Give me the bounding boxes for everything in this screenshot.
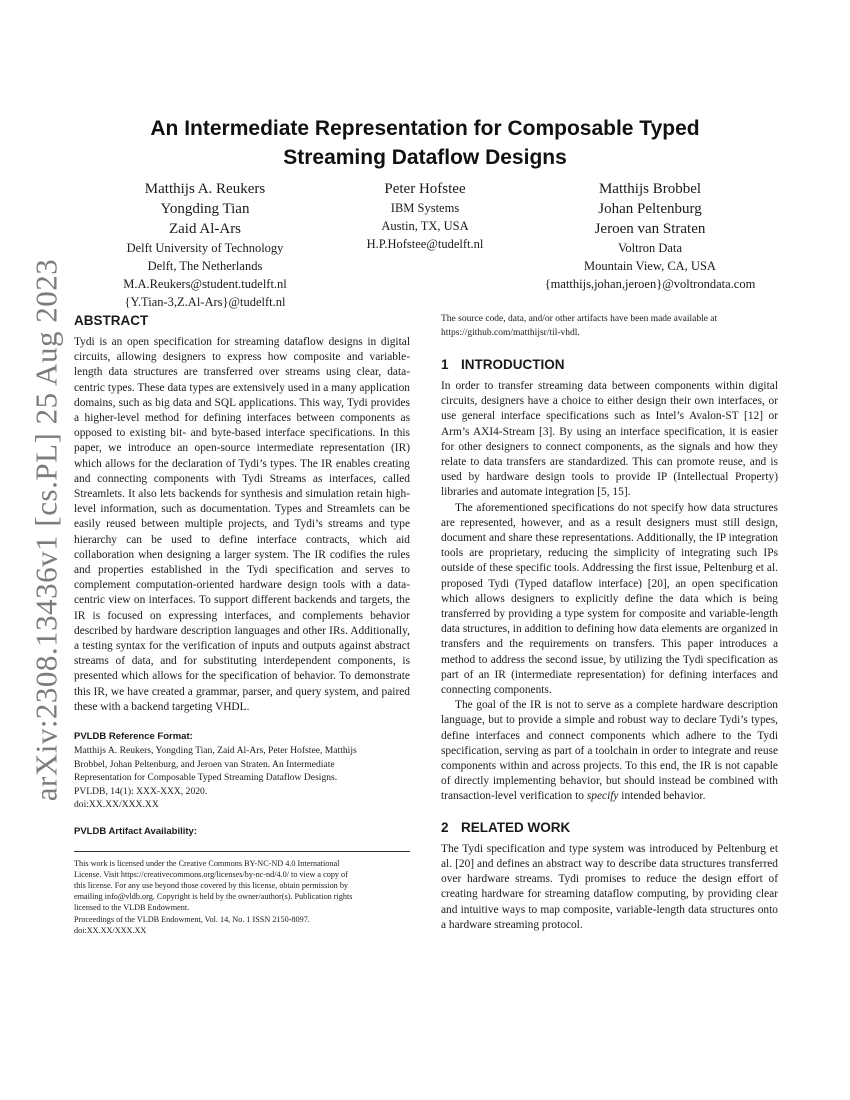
paper-title [90,114,760,172]
introduction-paragraph: In order to transfer streaming data between components within digital circuits, designers have a choice to either design their own interfaces, or use general interface specifications such as Intel’s Avalon-ST [12] or Arm’s AXI4-Stream [3]. By using an interface specification, it is easier for other designers to connect components, as the signals and how they relate to data transfers are standardized. This can promote reuse, and is used by hardware design tools to provide IP (Intellectual Property) libraries and automate integration [5, 15]. [441,380,778,499]
artifact-heading: PVLDB Artifact Availability: [74,825,197,837]
section-title: INTRODUCTION [461,357,565,372]
author-column-1 [70,179,340,311]
introduction-heading [441,356,778,374]
artifact-line: The source code, data, and/or other artifacts have been made available at [441,314,718,324]
related-work-paragraph: The Tydi specification and type system was introduced by Peltenburg et al. [20] and defines an abstract way to describe data structures transferred over hardware streams. Tydi promises to reduce the design effort of creating hardware for streaming dataflow computing, by providing clear and intuitive ways to map composite, variable-length data structures onto a hardware streaming protocol. [441,842,778,931]
author-name: Jeroen van Straten [594,221,706,237]
author-name: Yongding Tian [160,201,250,217]
author-name: Matthijs Brobbel [598,181,702,197]
author-email: H.P.Hofstee@tudelft.nl [366,237,484,251]
reference-doi: doi:XX.XX/XXX.XX [74,799,159,811]
footnote-line: Proceedings of the VLDB Endowment, Vol. 14, No. 1 ISSN 2150-8097. [74,914,310,924]
footnote-line: doi:XX.XX/XXX.XX [74,925,147,935]
paper-title-line-2: Streaming Dataflow Designs [283,146,567,169]
introduction-paragraph: The aforementioned specifications do not specify how data structures are represented, however, and as a result designers must still design, document and share these representations. Additionally, the IP integration tools are proprietary, reducing the simplicity of integrating such IPs outside of these specific tools. Addressing the first issue, Peltenburg et al. proposed Tydi (Typed dataflow interface) [20], an open specification which allows designers to explicitly define the data which is being transferred by providing a type system for composite and variable-length data structures, in addition to defining how data elements are organized in transfers and the requirements on transfers. This paper introduces a method to address the second issue, by utilizing the Tydi specification as part of an IR (intermediate representation) for defining interfaces and connecting components. [441,501,778,697]
author-email: {Y.Tian-3,Z.Al-Ars}@tudelft.nl [124,295,286,309]
author-email: {matthijs,johan,jeroen}@voltrondata.com [544,277,756,291]
abstract-text: Tydi is an open specification for streaming dataflow designs in digital circuits, allowing designers to express how composite and variable-length data structures are transferred over streams using clear, data-centric types. These data types are extensively used in a many application domains, such as big data and SQL applications. This way, Tydi provides a higher-level method for defining interfaces between components as opposed to existing bit- and byte-based interface specifications. In this paper, we introduce an open-source intermediate representation (IR) which allows for the declaration of Tydi’s types. The IR enables creating and connecting components with Tydi Streams as interfaces, called Streamlets. It also lets backends for synthesis and simulation retain high-level information, such as documentation. Types and Streamlets can be easily reused between multiple projects, and Tydi’s streams and type hierarchy can be used to define interface contracts, which aid collaboration when designing a larger system. The IR codifies the rules and properties established in the Tydi specification and serves to complement computation-oriented hardware design tools with a data-centric view on interfaces. To support different backends and targets, the IR is focused on expressing interfaces, and complements behavior described by hardware description languages and other IRs. Additionally, a testing syntax for the verification of inputs and outputs against abstract streams of data, and for substituting interdependent components, is presented which allows for the specification of behavior. To demonstrate this IR, we have created a grammar, parser, and query system, and paired these with a backend targeting VHDL. [74,336,410,713]
right-column [441,312,778,933]
license-footnote [74,858,410,936]
introduction-paragraph [441,698,778,804]
artifact-url: https://github.com/matthijsr/til-vhdl. [441,328,580,338]
reference-line: PVLDB, 14(1): XXX-XXX, 2020. [74,785,208,797]
arxiv-stamp-text: arXiv:2308.13436v1 [cs.PL] 25 Aug 2023 [28,258,63,802]
section-number: 1 [441,357,449,372]
author-block [70,179,790,309]
author-name: Peter Hofstee [384,181,466,197]
artifact-availability-text [441,312,778,340]
affiliation-line: Austin, TX, USA [381,219,469,233]
reference-line: Representation for Composable Typed Streaming Dataflow Designs. [74,772,338,784]
affiliation-line: Mountain View, CA, USA [584,259,716,273]
author-name: Johan Peltenburg [598,201,702,217]
footnote-line: License. Visit https://creativecommons.org/licenses/by-nc-nd/4.0/ to view a copy of [74,869,348,879]
author-name: Matthijs A. Reukers [144,181,266,197]
reference-format-heading: PVLDB Reference Format: [74,731,193,743]
reference-line: Matthijs A. Reukers, Yongding Tian, Zaid Al-Ars, Peter Hofstee, Matthijs [74,745,357,757]
related-work-heading [441,819,778,837]
section-title: RELATED WORK [461,819,571,835]
footnote-line: licensed to the VLDB Endowment. [74,903,190,913]
footnote-line: this license. For any use beyond those covered by this license, obtain permission by [74,880,349,890]
emphasis-text: specify [586,790,619,803]
affiliation-line: Delft, The Netherlands [147,259,263,273]
abstract-heading: ABSTRACT [74,313,149,328]
footnote-line: This work is licensed under the Creative Commons BY-NC-ND 4.0 International [74,858,340,868]
author-column-3 [510,179,790,293]
footnote-line: emailing info@vldb.org. Copyright is held by the owner/author(s). Publication rights [74,892,353,902]
paragraph-text: intended behavior. [618,790,706,803]
footnote-divider [74,851,410,852]
affiliation-line: Delft University of Technology [126,241,284,255]
affiliation-line: Voltron Data [618,241,682,255]
reference-format-text [74,744,410,812]
paragraph-text: The goal of the IR is not to serve as a complete hardware description language, but to provide a simple and robust way to declare Tydi’s types, define interfaces and connect components which adhere to the Tydi specification, serving as part of a toolchain in order to integrate and reuse components within and across projects. To this end, the IR is not capable of directly implementing behavior, but should instead be combined with transaction-level verification to [441,699,778,803]
arxiv-stamp [22,258,70,802]
affiliation-line: IBM Systems [390,201,460,215]
paper-title-line-1: An Intermediate Representation for Composable Typed [150,117,700,140]
author-email: M.A.Reukers@student.tudelft.nl [123,277,287,291]
left-column [74,312,410,936]
author-column-2 [340,179,510,253]
section-number: 2 [441,819,449,835]
reference-line: Brobbel, Johan Peltenburg, and Jeroen van Straten. An Intermediate [74,758,335,770]
author-name: Zaid Al-Ars [168,221,242,237]
